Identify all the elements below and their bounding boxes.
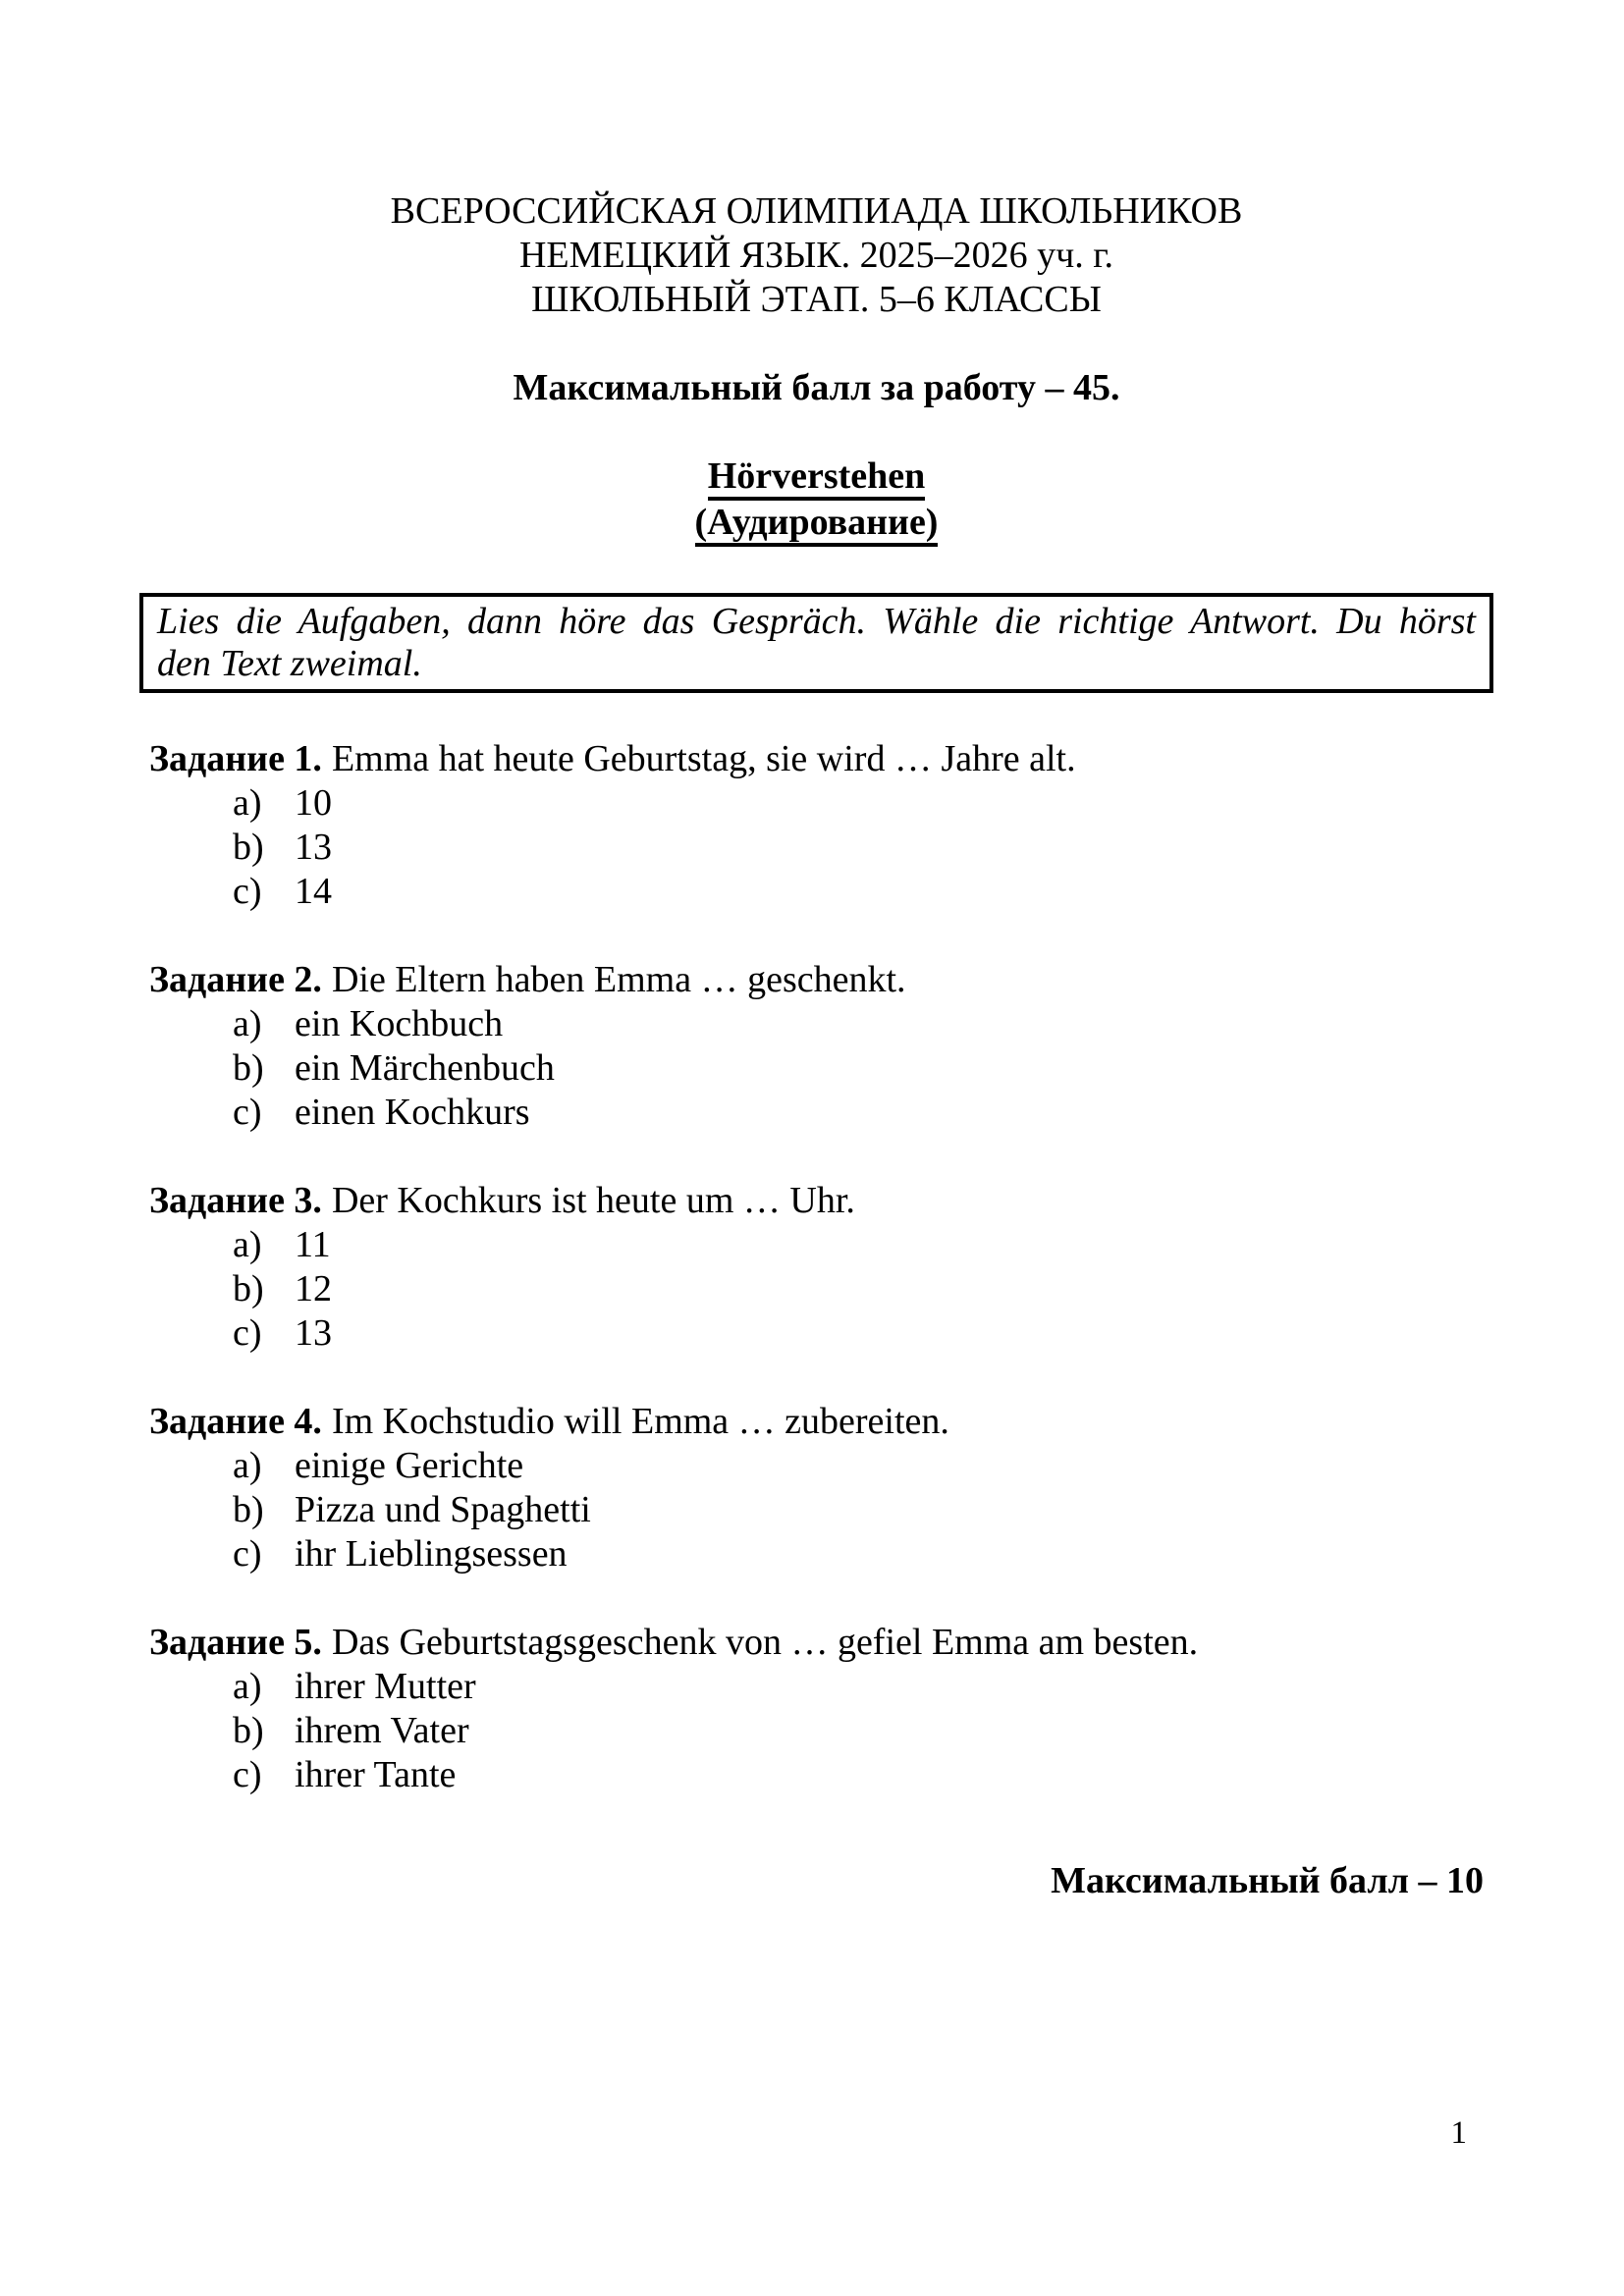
task-block-1	[149, 737, 1484, 914]
option-letter: a)	[233, 782, 262, 824]
option-letter: b)	[233, 1047, 264, 1089]
task-question: Der Kochkurs ist heute um … Uhr.	[331, 1180, 855, 1221]
header-line-1: ВСЕРОССИЙСКАЯ ОЛИМПИАДА ШКОЛЬНИКОВ	[390, 190, 1243, 232]
option-row	[233, 1267, 1484, 1311]
instruction-box	[139, 593, 1493, 693]
option-text: ihrer Mutter	[295, 1666, 476, 1707]
option-row	[233, 1709, 1484, 1753]
option-letter: c)	[233, 871, 262, 912]
task-block-2	[149, 958, 1484, 1135]
option-letter: c)	[233, 1312, 262, 1354]
option-text: ein Märchenbuch	[295, 1047, 555, 1089]
option-row	[233, 1665, 1484, 1709]
section-title-de: Hörverstehen	[708, 456, 926, 501]
task-question: Im Kochstudio will Emma … zubereiten.	[331, 1401, 949, 1442]
option-row	[233, 1046, 1484, 1091]
task-heading	[149, 1400, 1484, 1444]
option-letter: a)	[233, 1666, 262, 1707]
option-row	[233, 1223, 1484, 1267]
option-row	[233, 1311, 1484, 1356]
option-row	[233, 870, 1484, 914]
task-label: Задание 4.	[149, 1401, 322, 1442]
section-title-ru: (Аудирование)	[695, 503, 939, 547]
option-letter: a)	[233, 1003, 262, 1044]
option-letter: c)	[233, 1533, 262, 1575]
option-text: ihr Lieblingsessen	[295, 1533, 568, 1575]
option-text: ein Kochbuch	[295, 1003, 504, 1044]
task-question: Die Eltern haben Emma … geschenkt.	[331, 959, 906, 1000]
option-text: 13	[295, 1312, 332, 1354]
option-text: 14	[295, 871, 332, 912]
instruction-line-2: den Text zweimal.	[157, 643, 422, 684]
option-text: 13	[295, 827, 332, 868]
option-row	[233, 1091, 1484, 1135]
task-block-5	[149, 1621, 1484, 1797]
task-heading	[149, 1621, 1484, 1665]
task-label: Задание 1.	[149, 738, 322, 779]
option-text: 12	[295, 1268, 332, 1309]
option-row	[233, 1532, 1484, 1576]
option-text: 11	[295, 1224, 331, 1265]
header-line-3: ШКОЛЬНЫЙ ЭТАП. 5–6 КЛАССЫ	[531, 279, 1102, 320]
task-heading	[149, 1179, 1484, 1223]
option-row	[233, 1753, 1484, 1797]
section-titles	[149, 454, 1484, 547]
option-text: Pizza und Spaghetti	[295, 1489, 591, 1530]
option-letter: c)	[233, 1092, 262, 1133]
document-header	[149, 0, 1484, 322]
section-title-ru-line	[149, 501, 1484, 547]
max-score-work: Максимальный балл за работу – 45.	[513, 367, 1120, 408]
max-score-section: Максимальный балл – 10	[1051, 1860, 1484, 1901]
task-heading	[149, 737, 1484, 781]
option-text: 10	[295, 782, 332, 824]
task-question: Das Geburtstagsgeschenk von … gefiel Emma am besten.	[331, 1622, 1199, 1663]
option-row	[233, 826, 1484, 870]
task-block-3	[149, 1179, 1484, 1356]
instruction-line-1: Lies die Aufgaben, dann höre das Gespräch. Wähle die richtige Antwort. Du hörst	[157, 601, 1476, 642]
option-letter: b)	[233, 1710, 264, 1751]
option-letter: a)	[233, 1445, 262, 1486]
option-letter: a)	[233, 1224, 262, 1265]
task-question: Emma hat heute Geburtstag, sie wird … Jahre alt.	[331, 738, 1076, 779]
option-letter: b)	[233, 1268, 264, 1309]
task-label: Задание 2.	[149, 959, 322, 1000]
option-letter: c)	[233, 1754, 262, 1795]
option-text: ihrer Tante	[295, 1754, 457, 1795]
option-text: einen Kochkurs	[295, 1092, 530, 1133]
section-title-de-line	[149, 454, 1484, 501]
option-row	[233, 1444, 1484, 1488]
option-row	[233, 781, 1484, 826]
option-row	[233, 1488, 1484, 1532]
document-content	[149, 0, 1484, 1903]
header-line-2: НЕМЕЦКИЙ ЯЗЫК. 2025–2026 уч. г.	[518, 235, 1114, 276]
option-letter: b)	[233, 1489, 264, 1530]
option-text: einige Gerichte	[295, 1445, 524, 1486]
task-label: Задание 5.	[149, 1622, 322, 1663]
task-label: Задание 3.	[149, 1180, 322, 1221]
page-number: 1	[1450, 2115, 1467, 2151]
task-heading	[149, 958, 1484, 1002]
option-letter: b)	[233, 827, 264, 868]
task-block-4	[149, 1400, 1484, 1576]
option-text: ihrem Vater	[295, 1710, 469, 1751]
option-row	[233, 1002, 1484, 1046]
